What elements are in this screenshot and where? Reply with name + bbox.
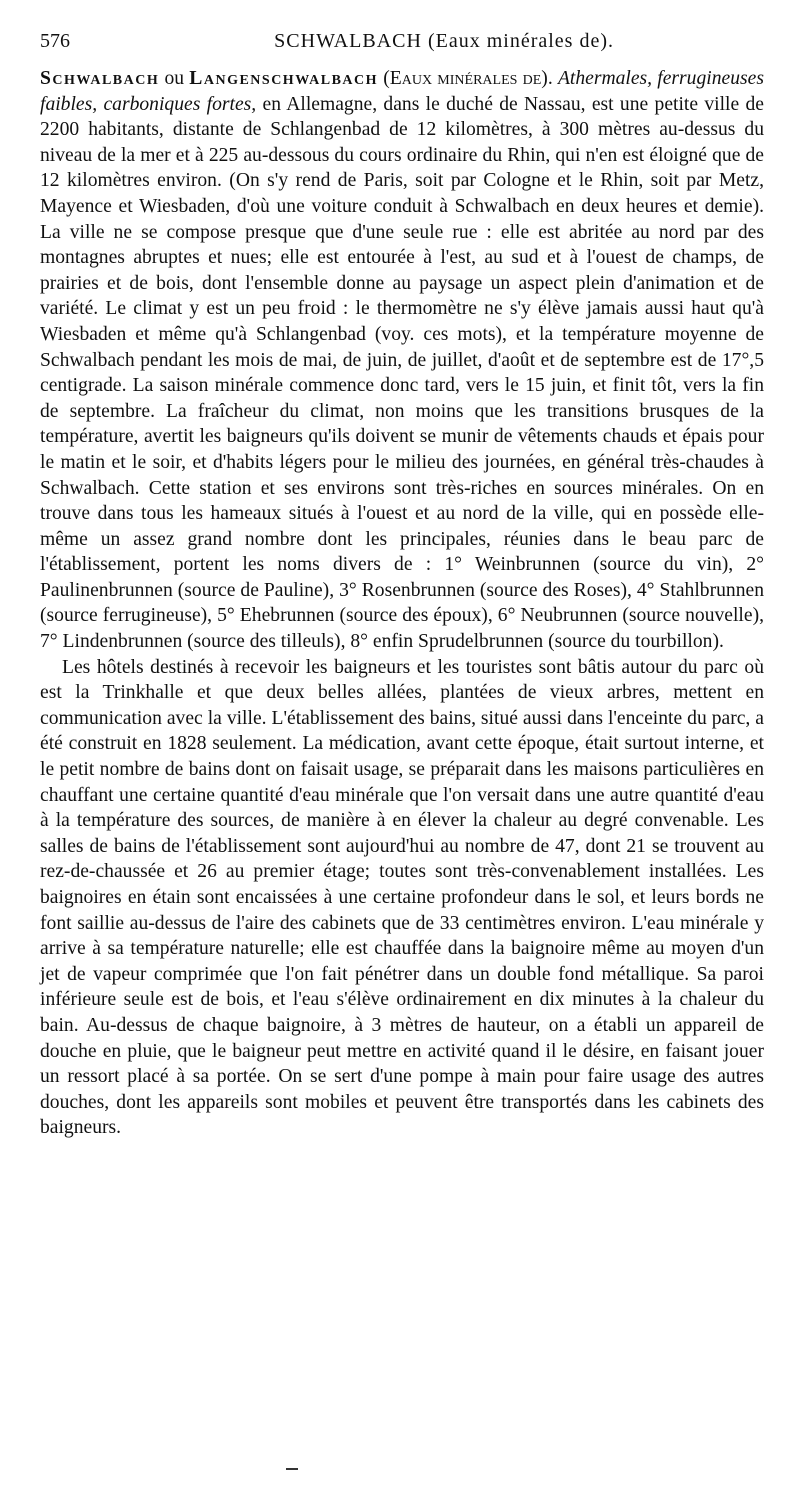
running-title: SCHWALBACH (Eaux minérales de). bbox=[274, 30, 614, 52]
entry-alt-headword: Langenschwalbach bbox=[189, 68, 379, 89]
entry-connector: ou bbox=[164, 68, 185, 89]
paragraph-1-text: en Allemagne, dans le duché de Nassau, est une petite ville de 2200 habitants, distante de Schlangenbad de 12 kilomètres, à 300 mètres au-dessus du niveau de la mer et à 225 au-dessous du cours ordinaire du Rhin, qui n'en est éloigné que de 12 kilomètres environ. (On s'y rend de Paris, soit par Cologne et le Rhin, soit par Metz, Mayence et Wiesbaden, d'où une voiture conduit à Schwalbach en deux heures et demie). La ville ne se compose presque que d'une seule rue : elle est abritée au nord par des montagnes abruptes et nues; elle est entourée à l'est, au sud et à l'ouest de champs, de prairies et de bois, dont l'ensemble donne au paysage un aspect plein d'animation et de variété. Le climat y est un peu froid : le thermomètre ne s'y élève jamais aussi haut qu'à Wiesbaden et même qu'à Schlangenbad (voy. ces mots), et la température moyenne de Schwalbach pendant les mois de mai, de juin, de juillet, d'août et de septembre est de 17°,5 centigrade. La saison minérale commence donc tard, vers le 15 juin, et finit tôt, vers la fin de septembre. La fraîcheur du climat, non moins que les transitions brusques de la température, avertit les baigneurs qu'ils doivent se munir de vêtements chauds et épais pour le matin et le soir, et d'habits légers pour le milieu des journées, en général très-chaudes à Schwalbach. Cette station et ses environs sont très-riches en sources minérales. On en trouve dans tous les hameaux situés à l'ouest et au nord de la ville, qui en possède elle-même un assez grand nombre dont les principales, réunies dans le beau parc de l'établissement, portent les noms divers de : 1° Weinbrunnen (source du vin), 2° Paulinenbrunnen (source de Pauline), 3° Rosenbrunnen (source des Roses), 4° Stahlbrunnen (source ferrugineuse), 5° Ehebrunnen (source des époux), 6° Neubrunnen (source nouvelle), 7° Lindenbrunnen (source des tilleuls), 8° enfin Sprudelbrunnen (source du tourbillon). bbox=[40, 93, 765, 653]
page-number: 576 bbox=[40, 30, 70, 52]
entry-headword: Schwalbach bbox=[40, 68, 160, 89]
running-head bbox=[40, 26, 764, 56]
article-body bbox=[40, 66, 764, 1141]
paragraph-2: Les hôtels destinés à recevoir les baigneurs et les touristes sont bâtis autour du parc où est la Trinkhalle et que deux belles allées, plantées de vieux arbres, mettent en communication avec la ville. L'établissement des bains, situé aussi dans l'enceinte du parc, a été construit en 1828 seulement. La médication, avant cette époque, était surtout interne, et le petit nombre de bains dont on faisait usage, se préparait dans les maisons particulières en chauffant une certaine quantité d'eau minérale que l'on versait dans une autre quantité d'eau à la température des sources, de manière à en élever la chaleur au degré convenable. Les salles de bains de l'établissement sont aujourd'hui au nombre de 47, dont 21 se trouvent au rez-de-chaussée et 26 au premier étage; toutes sont très-convenablement installées. Les baignoires en étain sont encaissées à une certaine profondeur dans le sol, et leurs bords ne font saillie au-dessus de l'aire des cabinets que de 33 centimètres environ. L'eau minérale y arrive à sa température naturelle; elle est chauffée dans la baignoire même au moyen d'un jet de vapeur comprimée que l'on fait pénétrer dans un double fond métallique. Sa paroi inférieure seule est de bois, et l'eau s'élève ordinairement en dix minutes à la chaleur du bain. Au-dessus de chaque baignoire, à 3 mètres de hauteur, on a établi un appareil de douche en pluie, que le baigneur peut mettre en activité quand il le désire, en faisant jouer un ressort placé à sa portée. On se sert d'une pompe à main pour faire usage des autres douches, dont les appareils sont mobiles et peuvent être transportés dans les cabinets des baigneurs. bbox=[40, 656, 764, 1139]
footer-mark bbox=[286, 1468, 298, 1470]
paragraph-1 bbox=[40, 66, 764, 655]
entry-qualifiers: Athermales, ferrugineuses faibles, carboniques fortes, bbox=[40, 68, 764, 115]
book-page bbox=[40, 26, 764, 1141]
entry-subtitle: (Eaux minérales de). bbox=[383, 68, 553, 89]
